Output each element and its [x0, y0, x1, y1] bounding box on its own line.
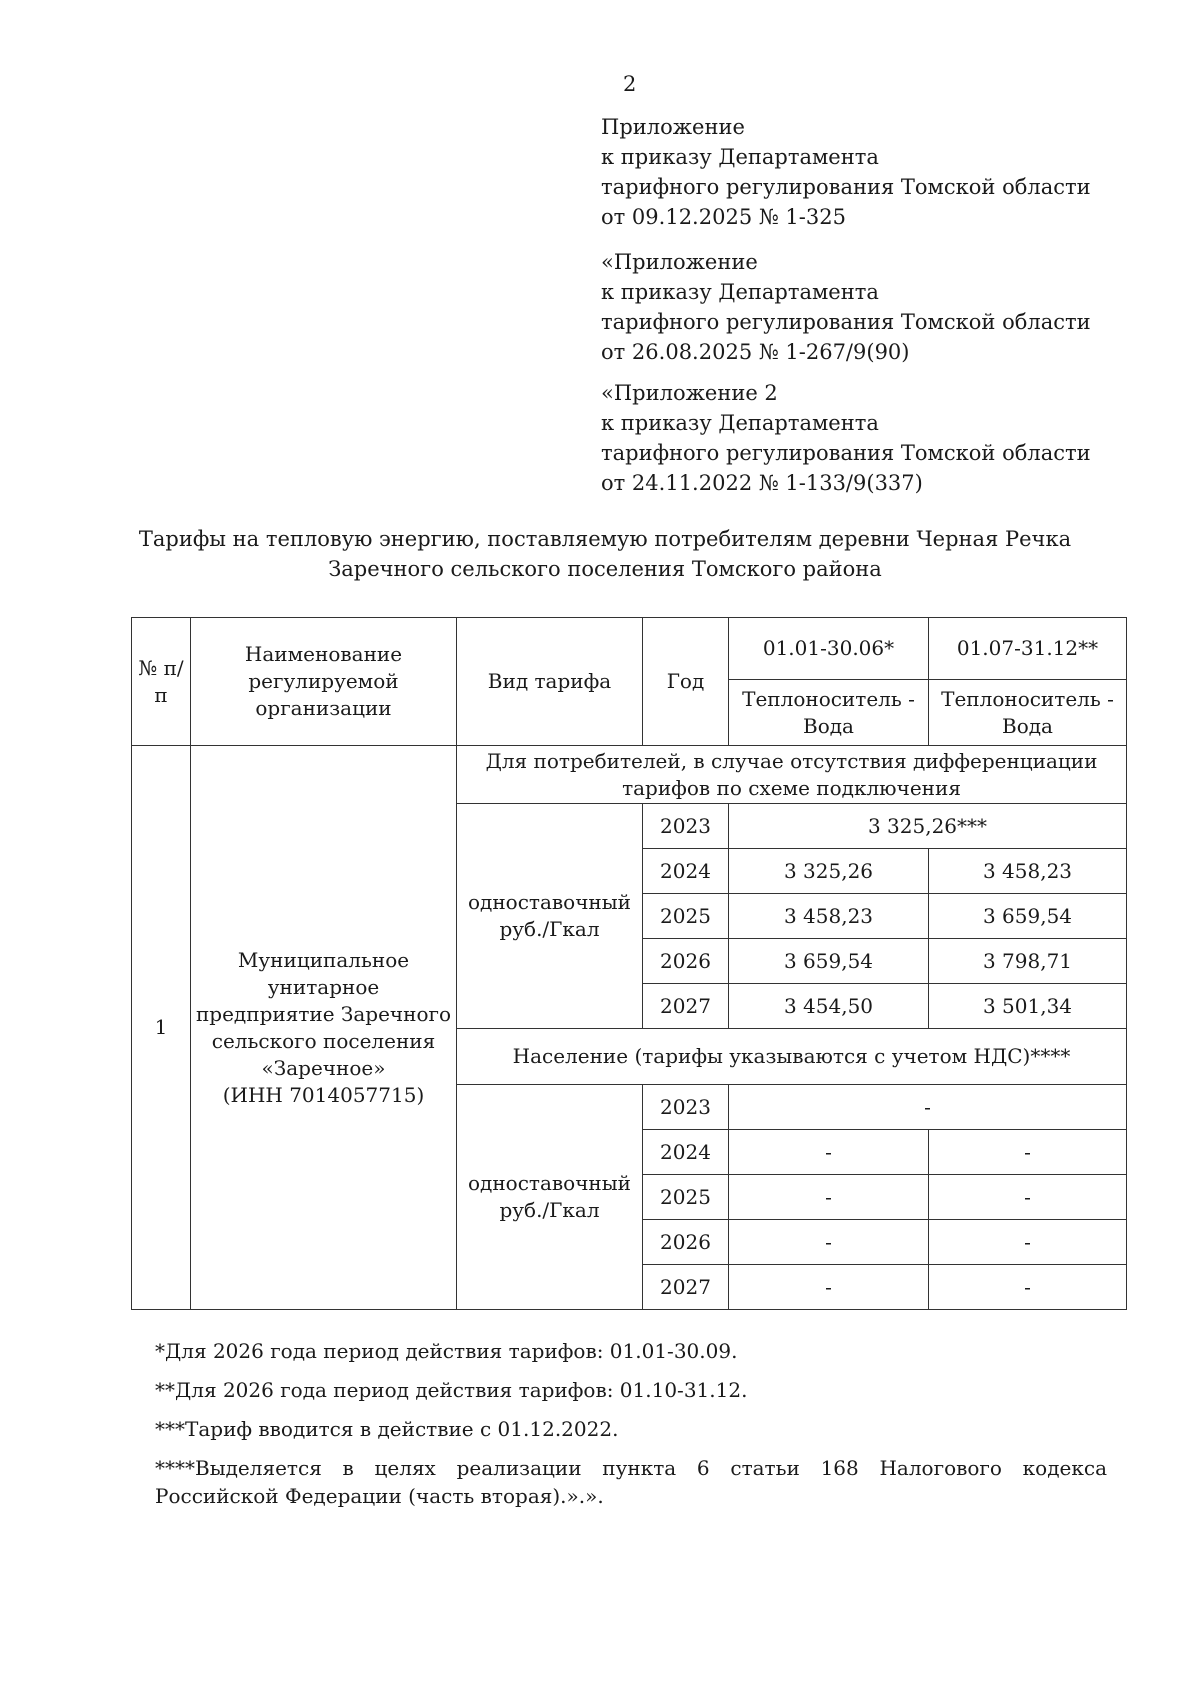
section-heading-row [132, 746, 1127, 804]
title-line: Заречного сельского поселения Томского района [328, 557, 882, 581]
appendix-line: Приложение [601, 115, 745, 139]
tariff-value: - [929, 1130, 1127, 1175]
tariff-value: - [729, 1175, 929, 1220]
footnote: *Для 2026 года период действия тарифов: 01.01-30.09. [155, 1339, 738, 1363]
appendix-original [601, 378, 1091, 498]
tariff-value-merged: 3 325,26*** [729, 804, 1127, 849]
header-heat-carrier-2: Теплоноситель - Вода [929, 680, 1127, 746]
appendix-line: от 26.08.2025 № 1-267/9(90) [601, 340, 910, 364]
footnote: ***Тариф вводится в действие с 01.12.2022. [155, 1417, 619, 1441]
tariff-value: - [929, 1265, 1127, 1310]
header-heat-carrier-1: Теплоноситель - Вода [729, 680, 929, 746]
header-organization: Наименование регулируемой организации [191, 618, 457, 746]
appendix-line: тарифного регулирования Томской области [601, 175, 1091, 199]
tariff-value: 3 659,54 [929, 894, 1127, 939]
tariff-type-line: одноставочный [467, 1171, 632, 1195]
year-cell: 2026 [643, 939, 729, 984]
tariff-value: - [729, 1265, 929, 1310]
appendix-line: тарифного регулирования Томской области [601, 441, 1091, 465]
row-number: 1 [132, 746, 191, 1310]
tariff-type-line: руб./Гкал [499, 1198, 600, 1222]
appendix-line: к приказу Департамента [601, 411, 879, 435]
tariff-value: 3 458,23 [729, 894, 929, 939]
tariff-value-merged: - [729, 1085, 1127, 1130]
organization-line: сельского поселения [211, 1028, 436, 1053]
year-cell: 2027 [643, 984, 729, 1029]
header-period-2: 01.07-31.12** [929, 618, 1127, 680]
tariff-value: - [929, 1175, 1127, 1220]
document-title [120, 524, 1090, 584]
footnote: **Для 2026 года период действия тарифов: 01.10-31.12. [155, 1378, 748, 1402]
footnote: ****Выделяется в целях реализации пункта 6 статьи 168 Налогового кодекса Российской Федерации (часть вторая).».». [155, 1456, 1107, 1508]
tariff-type [457, 804, 643, 1029]
appendix-line: от 09.12.2025 № 1-325 [601, 205, 846, 229]
section-heading: Население (тарифы указываются с учетом НДС)**** [457, 1029, 1127, 1085]
header-tariff-type: Вид тарифа [457, 618, 643, 746]
header-period-1: 01.01-30.06* [729, 618, 929, 680]
title-line: Тарифы на тепловую энергию, поставляемую потребителям деревни Черная Речка [138, 527, 1072, 551]
tariff-value: 3 458,23 [929, 849, 1127, 894]
year-cell: 2023 [643, 804, 729, 849]
appendix-line: к приказу Департамента [601, 145, 879, 169]
organization-name [191, 746, 457, 1310]
year-cell: 2023 [643, 1085, 729, 1130]
section-heading: Для потребителей, в случае отсутствия дифференциации тарифов по схеме подключения [457, 746, 1127, 804]
tariff-type-line: одноставочный [467, 890, 632, 914]
organization-line: Муниципальное [237, 947, 410, 972]
organization-line: «Заречное» [261, 1055, 386, 1080]
tariff-value: - [729, 1220, 929, 1265]
appendix-line: «Приложение [601, 250, 758, 274]
year-cell: 2025 [643, 1175, 729, 1220]
year-cell: 2027 [643, 1265, 729, 1310]
tariff-value: 3 798,71 [929, 939, 1127, 984]
tariff-table [131, 617, 1127, 1310]
footnotes [155, 1337, 1107, 1521]
appendix-line: «Приложение 2 [601, 381, 778, 405]
header-number: № п/п [132, 618, 191, 746]
year-cell: 2024 [643, 1130, 729, 1175]
header-year: Год [643, 618, 729, 746]
organization-line: (ИНН 7014057715) [222, 1082, 425, 1107]
tariff-value: 3 325,26 [729, 849, 929, 894]
organization-line: унитарное [267, 974, 380, 999]
appendix-current [601, 112, 1091, 232]
appendix-line: к приказу Департамента [601, 280, 879, 304]
year-cell: 2025 [643, 894, 729, 939]
appendix-previous [601, 247, 1091, 367]
tariff-value: 3 659,54 [729, 939, 929, 984]
appendix-line: тарифного регулирования Томской области [601, 310, 1091, 334]
year-cell: 2024 [643, 849, 729, 894]
tariff-value: - [729, 1130, 929, 1175]
year-cell: 2026 [643, 1220, 729, 1265]
tariff-type-line: руб./Гкал [499, 917, 600, 941]
tariff-value: - [929, 1220, 1127, 1265]
page-number: 2 [623, 72, 637, 96]
organization-line: предприятие Заречного [195, 1001, 452, 1026]
header-row [132, 618, 1127, 680]
appendix-line: от 24.11.2022 № 1-133/9(337) [601, 471, 923, 495]
tariff-value: 3 454,50 [729, 984, 929, 1029]
tariff-value: 3 501,34 [929, 984, 1127, 1029]
tariff-type [457, 1085, 643, 1310]
